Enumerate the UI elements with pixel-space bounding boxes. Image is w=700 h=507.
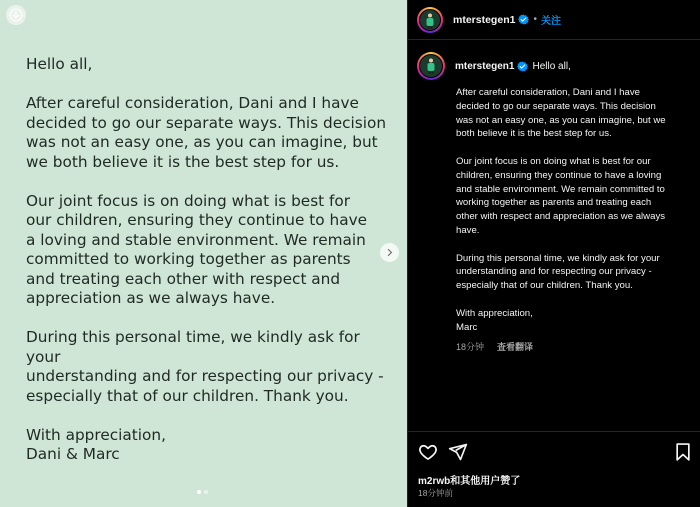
header-separator: • bbox=[533, 14, 537, 25]
caption-username[interactable]: mterstegen1 bbox=[455, 60, 515, 72]
avatar-figure-icon bbox=[427, 58, 436, 74]
carousel-dot-active bbox=[197, 490, 201, 494]
chevron-right-icon bbox=[385, 248, 394, 257]
download-button[interactable] bbox=[6, 5, 26, 25]
post-header bbox=[408, 0, 700, 40]
see-translation-button[interactable]: 查看翻译 bbox=[497, 342, 534, 353]
post-image-text bbox=[26, 55, 396, 484]
caption-meta bbox=[456, 340, 697, 353]
avatar-figure-icon bbox=[426, 13, 435, 29]
follow-button[interactable]: 关注 bbox=[540, 16, 561, 27]
heart-icon[interactable] bbox=[418, 442, 438, 462]
download-icon bbox=[9, 8, 23, 22]
image-paragraph: Hello all, bbox=[26, 55, 93, 73]
caption-body bbox=[456, 86, 697, 334]
header-username[interactable]: mterstegen1 bbox=[453, 13, 516, 26]
caption-paragraph: Our joint focus is on doing what is best for our children, ensuring they continue to have a loving and stable environment. We remain committed to working together as parents and treating each other with respect and appreciation as we always have. bbox=[456, 155, 666, 236]
carousel-dot bbox=[204, 490, 208, 494]
caption-paragraph: With appreciation, Marc bbox=[456, 307, 533, 333]
avatar[interactable] bbox=[417, 52, 445, 80]
image-paragraph: During this personal time, we kindly ask for your understanding and for respecting our privacy - especially that of our children. Thank you. bbox=[26, 328, 384, 405]
caption-paragraph: After careful consideration, Dani and I have decided to go our separate ways. This decision was not an easy one, as you can imagine, but we both believe it is the best step for us. bbox=[456, 87, 666, 140]
caption bbox=[417, 52, 697, 353]
verified-badge-icon bbox=[518, 14, 529, 25]
caption-first-line: Hello all, bbox=[532, 60, 571, 72]
image-paragraph: Our joint focus is on doing what is best for our children, ensuring they continue to have a loving and stable environment. We remain committed to working together as parents and treating each other with respect and appreciation as we always have. bbox=[26, 191, 368, 307]
image-paragraph: After careful consideration, Dani and I have decided to go our separate ways. This decision was not an easy one, as you can imagine, but we both believe it is the best step for us. bbox=[26, 94, 387, 171]
likes-text[interactable]: m2rwb和其他用户赞了 bbox=[418, 476, 521, 487]
post-side-panel bbox=[407, 0, 700, 507]
bookmark-icon[interactable] bbox=[673, 442, 693, 462]
avatar[interactable] bbox=[417, 7, 443, 33]
verified-badge-icon bbox=[517, 61, 528, 72]
caption-paragraph: During this personal time, we kindly ask for your understanding and for respecting our privacy - especially that of our children. Thank you. bbox=[456, 252, 660, 292]
carousel-next-button[interactable] bbox=[380, 243, 399, 262]
carousel-indicator bbox=[197, 490, 208, 494]
share-icon[interactable] bbox=[448, 442, 468, 462]
image-paragraph: With appreciation, Dani & Marc bbox=[26, 425, 166, 463]
caption-time: 18分钟 bbox=[456, 342, 485, 353]
post-timestamp[interactable]: 18分钟前 bbox=[418, 488, 453, 498]
action-bar bbox=[408, 431, 700, 471]
